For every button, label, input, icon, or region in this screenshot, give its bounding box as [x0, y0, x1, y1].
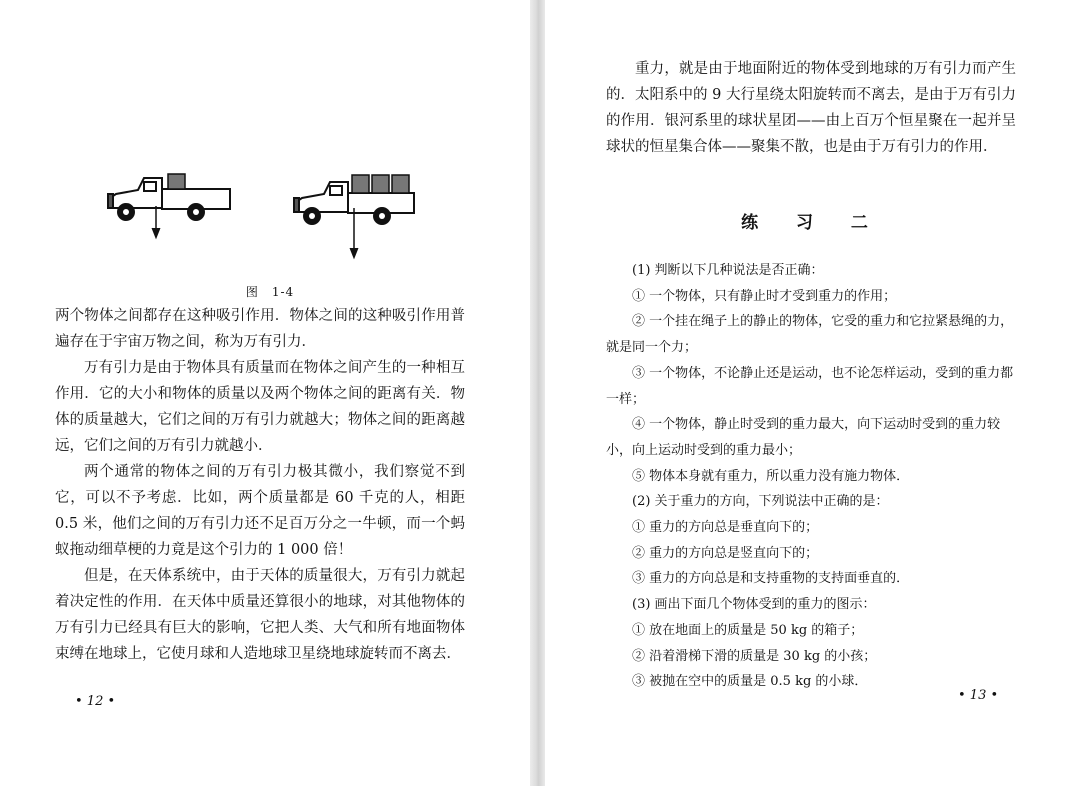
- right-body-text: [606, 56, 1016, 160]
- left-paragraph: 两个通常的物体之间的万有引力极其微小，我们察觉不到它，可以不予考虑．比如，两个质量都是 60 千克的人，相距 0.5 米，他们之间的万有引力还不足百万分之一牛顿，而一个蚂蚁拖动细草梗的力竟是这个引力的 1 000 倍！: [55, 464, 465, 558]
- exercise-item: (2) 关于重力的方向，下列说法中正确的是：: [632, 494, 889, 510]
- left-body-text: [55, 303, 465, 667]
- exercise-item: ② 一个挂在绳子上的静止的物体，它受的重力和它拉紧悬绳的力，就是同一个力；: [606, 314, 1014, 356]
- left-paragraph: 万有引力是由于物体具有质量而在物体之间产生的一种相互作用．它的大小和物体的质量以及两个物体之间的距离有关．物体的质量越大，它们之间的万有引力就越大；物体之间的距离越远，它们之间的万有引力就越小．: [55, 360, 465, 454]
- figure-caption: 图 1-4: [245, 285, 295, 299]
- exercise-item: ④ 一个物体，静止时受到的重力最大，向下运动时受到的重力较小，向上运动时受到的重力最小；: [606, 417, 1001, 458]
- loaded-truck-illustration: [294, 175, 414, 258]
- exercise-item: ⑤ 物体本身就有重力，所以重力没有施力物体．: [632, 468, 910, 484]
- left-paragraph: 两个物体之间都存在这种吸引作用．物体之间的这种吸引作用普遍存在于宇宙万物之间，称为万有引力．: [55, 308, 465, 350]
- exercise-item: ② 沿着滑梯下滑的质量是 30 kg 的小孩；: [632, 648, 877, 664]
- exercise-item: ① 一个物体，只有静止时才受到重力的作用；: [632, 288, 897, 304]
- exercise-item: (3) 画出下面几个物体受到的重力的图示：: [632, 597, 876, 613]
- exercise-item: ① 放在地面上的质量是 50 kg 的箱子；: [632, 622, 864, 638]
- left-paragraph: 但是，在天体系统中，由于天体的质量很大，万有引力就起着决定性的作用．在天体中质量还算很小的地球，对其他物体的万有引力已经具有巨大的影响，它把人类、大气和所有地面物体束缚在地球上，它使月球和人造地球卫星绕地球旋转而不离去．: [55, 568, 465, 662]
- right-paragraph: 重力，就是由于地面附近的物体受到地球的万有引力而产生的．太阳系中的 9 大行星绕太阳旋转而不离去，是由于万有引力的作用．银河系里的球状星团——由上百万个恒星聚在一起并呈球状的恒星集合体——聚集不散，也是由于万有引力的作用．: [606, 61, 1016, 155]
- exercise-item: ③ 被抛在空中的质量是 0.5 kg 的小球．: [632, 674, 868, 690]
- exercise-item: (1) 判断以下几种说法是否正确：: [632, 263, 824, 278]
- page-number-left: • 12 •: [75, 694, 116, 709]
- page-number-right: • 13 •: [958, 688, 999, 703]
- left-page: [0, 0, 530, 786]
- exercise-item: ② 重力的方向总是竖直向下的；: [632, 545, 819, 561]
- trucks-figure: [100, 162, 430, 272]
- exercise-item: ③ 一个物体，不论静止还是运动，也不论怎样运动，受到的重力都一样；: [606, 365, 1014, 407]
- book-gutter: [530, 0, 545, 786]
- exercise-item: ① 重力的方向总是垂直向下的；: [632, 520, 819, 536]
- exercise-list: [606, 258, 1016, 695]
- exercise-item: ③ 重力的方向总是和支持重物的支持面垂直的．: [632, 571, 910, 587]
- exercise-title: 练 习 二: [741, 213, 884, 233]
- light-truck-illustration: [108, 174, 230, 238]
